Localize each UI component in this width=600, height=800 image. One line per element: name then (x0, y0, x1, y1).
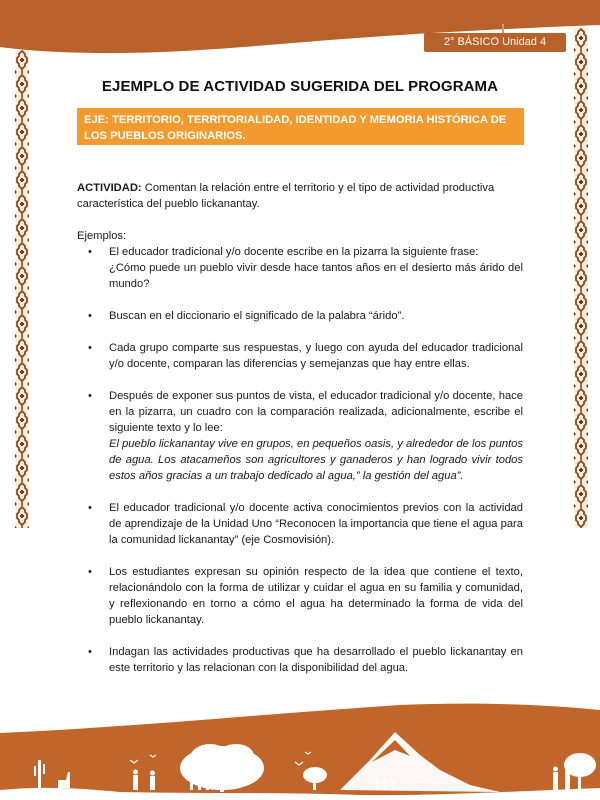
item-text: El educador tradicional y/o docente escribe en la pizarra la siguiente frase: (109, 246, 479, 258)
list-item (77, 340, 523, 372)
examples-label: Ejemplos: (77, 230, 127, 242)
bullet-icon: • (88, 246, 92, 258)
footer-landscape-illustration (0, 700, 600, 800)
list-item (77, 644, 523, 676)
bullet-icon: • (88, 566, 92, 578)
item-text: El educador tradicional y/o docente activa conocimientos previos con la actividad de aprendizaje de la Unidad Uno “Reconocen la importancia que tiene el agua para la comunidad lickanantay” (eje Cosmovisión). (109, 502, 523, 546)
page-title: EJEMPLO DE ACTIVIDAD SUGERIDA DEL PROGRAMA (101, 78, 499, 95)
list-item (77, 388, 523, 484)
list-item (77, 308, 523, 324)
item-text: Indagan las actividades productivas que ha desarrollado el pueblo lickanantay en este territorio y las relacionan con la disponibilidad del agua. (109, 646, 523, 674)
item-text: Después de exponer sus puntos de vista, el educador tradicional y/o docente, hace en la pizarra, un cuadro con la comparación realizada, adicionalmente, escribe el siguiente texto y lo lee: (109, 390, 523, 434)
list-item (77, 500, 523, 548)
list-item (77, 244, 523, 292)
bullet-icon: • (88, 646, 92, 658)
activity-content (77, 180, 523, 692)
item-text: Los estudiantes expresan su opinión respecto de la idea que contiene el texto, relacionándolo con la forma de utilizar y cuidar el agua en su familia y comunidad, y reflexionando en torno a cómo el agua ha determinado la forma de vida del pueblo lickanantay. (109, 566, 523, 626)
unit-badge: 2° BÁSICO Unidad 4 (424, 33, 566, 52)
left-pattern-border (15, 50, 29, 528)
activity-paragraph (77, 180, 523, 212)
examples-list (77, 244, 523, 676)
item-quote: El pueblo lickanantay vive en grupos, en pequeños oasis, y alrededor de los puntos de agua. Los atacameños son agricultores y ganaderos y han logrado vivir todos estos años gracias a un trabajo dedicado al agua,” la gestión del agua”. (109, 438, 523, 482)
item-question: ¿Cómo puede un pueblo vivir desde hace tantos años en el desierto más árido del mundo? (109, 262, 523, 290)
bullet-icon: • (88, 342, 92, 354)
item-text: Cada grupo comparte sus respuestas, y luego con ayuda del educador tradicional y/o docente, comparan las diferencias y semejanzas que hay entre ellas. (109, 342, 523, 370)
right-pattern-border (574, 28, 588, 528)
activity-text: Comentan la relación entre el territorio y el tipo de actividad productiva característica del pueblo lickanantay. (77, 182, 495, 210)
bullet-icon: • (88, 502, 92, 514)
list-item (77, 564, 523, 628)
axis-banner: EJE: TERRITORIO, TERRITORIALIDAD, IDENTIDAD Y MEMORIA HISTÓRICA DE LOS PUEBLOS ORIGINARIOS. (77, 108, 524, 145)
bullet-icon: • (88, 310, 92, 322)
item-text: Buscan en el diccionario el significado de la palabra “árido”. (109, 310, 405, 322)
activity-label: ACTIVIDAD: (77, 182, 142, 194)
bullet-icon: • (88, 390, 92, 402)
